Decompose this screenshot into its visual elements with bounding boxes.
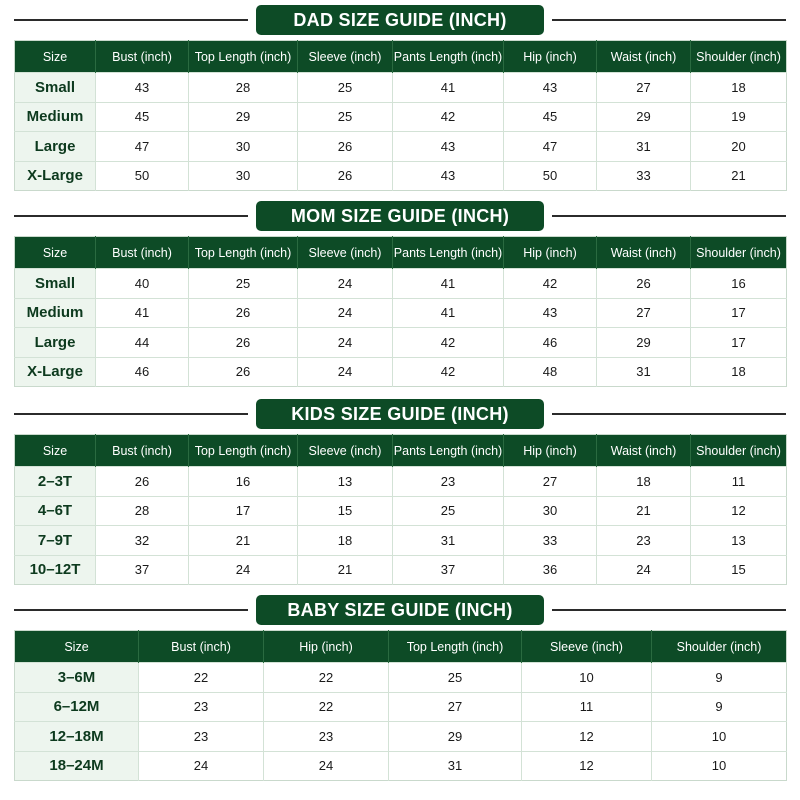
measurement-cell: 24 [298, 269, 393, 299]
table-row [15, 269, 787, 299]
mom-size-section [0, 200, 800, 381]
divider-line [552, 413, 786, 415]
column-header: Pants Length (inch) [393, 237, 504, 269]
column-header: Bust (inch) [96, 237, 189, 269]
measurement-cell: 36 [504, 555, 597, 585]
measurement-cell: 27 [389, 692, 522, 722]
table-row [15, 692, 787, 722]
measurement-cell: 48 [504, 357, 597, 387]
size-label: Large [15, 132, 96, 162]
measurement-cell: 41 [96, 298, 189, 328]
measurement-cell: 24 [298, 298, 393, 328]
size-label: 6–12M [15, 692, 139, 722]
measurement-cell: 42 [504, 269, 597, 299]
size-label: Small [15, 73, 96, 103]
measurement-cell: 11 [691, 467, 787, 497]
measurement-cell: 17 [691, 328, 787, 358]
column-header: Waist (inch) [597, 435, 691, 467]
table-header-row [15, 435, 787, 467]
table-row [15, 663, 787, 693]
baby-size-table [14, 630, 787, 781]
measurement-cell: 42 [393, 102, 504, 132]
mom-section-title: MOM SIZE GUIDE (INCH) [256, 201, 544, 231]
column-header: Sleeve (inch) [298, 41, 393, 73]
measurement-cell: 29 [389, 722, 522, 752]
measurement-cell: 28 [189, 73, 298, 103]
measurement-cell: 26 [189, 328, 298, 358]
measurement-cell: 29 [597, 102, 691, 132]
measurement-cell: 43 [393, 132, 504, 162]
column-header: Size [15, 435, 96, 467]
measurement-cell: 18 [298, 526, 393, 556]
measurement-cell: 26 [298, 132, 393, 162]
measurement-cell: 41 [393, 298, 504, 328]
size-label: X-Large [15, 161, 96, 191]
measurement-cell: 12 [522, 751, 652, 781]
table-row [15, 132, 787, 162]
measurement-cell: 27 [504, 467, 597, 497]
measurement-cell: 47 [96, 132, 189, 162]
size-label: 3–6M [15, 663, 139, 693]
measurement-cell: 41 [393, 269, 504, 299]
measurement-cell: 33 [504, 526, 597, 556]
measurement-cell: 37 [393, 555, 504, 585]
divider-line [552, 215, 786, 217]
table-row [15, 751, 787, 781]
measurement-cell: 20 [691, 132, 787, 162]
measurement-cell: 16 [189, 467, 298, 497]
measurement-cell: 16 [691, 269, 787, 299]
divider-line [552, 609, 786, 611]
measurement-cell: 26 [189, 357, 298, 387]
size-label: 12–18M [15, 722, 139, 752]
divider-line [14, 609, 248, 611]
column-header: Bust (inch) [96, 435, 189, 467]
size-label: Medium [15, 102, 96, 132]
measurement-cell: 31 [597, 132, 691, 162]
measurement-cell: 25 [298, 73, 393, 103]
measurement-cell: 13 [298, 467, 393, 497]
measurement-cell: 32 [96, 526, 189, 556]
measurement-cell: 43 [96, 73, 189, 103]
measurement-cell: 27 [597, 298, 691, 328]
column-header: Hip (inch) [504, 435, 597, 467]
measurement-cell: 11 [522, 692, 652, 722]
dad-section-title: DAD SIZE GUIDE (INCH) [256, 5, 544, 35]
measurement-cell: 22 [264, 692, 389, 722]
measurement-cell: 17 [189, 496, 298, 526]
measurement-cell: 25 [298, 102, 393, 132]
dad-section-header [0, 4, 800, 36]
divider-line [14, 19, 248, 21]
measurement-cell: 50 [504, 161, 597, 191]
baby-section-header [0, 594, 800, 626]
measurement-cell: 10 [652, 722, 787, 752]
measurement-cell: 18 [691, 357, 787, 387]
measurement-cell: 43 [504, 73, 597, 103]
table-row [15, 102, 787, 132]
divider-line [14, 413, 248, 415]
table-header-row [15, 237, 787, 269]
measurement-cell: 23 [597, 526, 691, 556]
column-header: Sleeve (inch) [298, 435, 393, 467]
measurement-cell: 13 [691, 526, 787, 556]
measurement-cell: 40 [96, 269, 189, 299]
measurement-cell: 24 [139, 751, 264, 781]
size-label: 7–9T [15, 526, 96, 556]
measurement-cell: 12 [691, 496, 787, 526]
measurement-cell: 43 [393, 161, 504, 191]
table-row [15, 722, 787, 752]
size-label: 10–12T [15, 555, 96, 585]
column-header: Size [15, 237, 96, 269]
table-row [15, 526, 787, 556]
size-label: 4–6T [15, 496, 96, 526]
measurement-cell: 30 [189, 161, 298, 191]
measurement-cell: 25 [389, 663, 522, 693]
measurement-cell: 37 [96, 555, 189, 585]
measurement-cell: 23 [139, 692, 264, 722]
column-header: Sleeve (inch) [298, 237, 393, 269]
measurement-cell: 21 [691, 161, 787, 191]
measurement-cell: 41 [393, 73, 504, 103]
measurement-cell: 15 [691, 555, 787, 585]
column-header: Hip (inch) [504, 41, 597, 73]
measurement-cell: 24 [264, 751, 389, 781]
baby-size-section [0, 594, 800, 775]
measurement-cell: 28 [96, 496, 189, 526]
table-header-row [15, 41, 787, 73]
measurement-cell: 25 [189, 269, 298, 299]
size-label: Medium [15, 298, 96, 328]
measurement-cell: 44 [96, 328, 189, 358]
measurement-cell: 31 [389, 751, 522, 781]
measurement-cell: 21 [597, 496, 691, 526]
measurement-cell: 30 [504, 496, 597, 526]
measurement-cell: 50 [96, 161, 189, 191]
measurement-cell: 24 [298, 328, 393, 358]
measurement-cell: 43 [504, 298, 597, 328]
measurement-cell: 23 [264, 722, 389, 752]
table-row [15, 555, 787, 585]
column-header: Hip (inch) [264, 631, 389, 663]
measurement-cell: 26 [189, 298, 298, 328]
measurement-cell: 45 [96, 102, 189, 132]
column-header: Waist (inch) [597, 237, 691, 269]
column-header: Bust (inch) [139, 631, 264, 663]
measurement-cell: 24 [298, 357, 393, 387]
measurement-cell: 33 [597, 161, 691, 191]
measurement-cell: 23 [139, 722, 264, 752]
column-header: Bust (inch) [96, 41, 189, 73]
measurement-cell: 22 [264, 663, 389, 693]
measurement-cell: 31 [393, 526, 504, 556]
column-header: Top Length (inch) [189, 41, 298, 73]
baby-section-title: BABY SIZE GUIDE (INCH) [256, 595, 544, 625]
size-label: Small [15, 269, 96, 299]
column-header: Shoulder (inch) [691, 435, 787, 467]
measurement-cell: 9 [652, 692, 787, 722]
measurement-cell: 26 [298, 161, 393, 191]
mom-section-header [0, 200, 800, 232]
measurement-cell: 30 [189, 132, 298, 162]
measurement-cell: 29 [189, 102, 298, 132]
measurement-cell: 18 [597, 467, 691, 497]
divider-line [552, 19, 786, 21]
column-header: Waist (inch) [597, 41, 691, 73]
column-header: Pants Length (inch) [393, 41, 504, 73]
size-label: 18–24M [15, 751, 139, 781]
measurement-cell: 12 [522, 722, 652, 752]
measurement-cell: 31 [597, 357, 691, 387]
table-row [15, 357, 787, 387]
kids-size-table [14, 434, 787, 585]
column-header: Top Length (inch) [189, 435, 298, 467]
column-header: Pants Length (inch) [393, 435, 504, 467]
measurement-cell: 47 [504, 132, 597, 162]
measurement-cell: 24 [597, 555, 691, 585]
measurement-cell: 29 [597, 328, 691, 358]
kids-size-section [0, 398, 800, 579]
table-row [15, 328, 787, 358]
size-label: X-Large [15, 357, 96, 387]
column-header: Shoulder (inch) [691, 237, 787, 269]
measurement-cell: 21 [189, 526, 298, 556]
measurement-cell: 24 [189, 555, 298, 585]
column-header: Top Length (inch) [189, 237, 298, 269]
kids-section-title: KIDS SIZE GUIDE (INCH) [256, 399, 544, 429]
column-header: Size [15, 631, 139, 663]
column-header: Sleeve (inch) [522, 631, 652, 663]
divider-line [14, 215, 248, 217]
measurement-cell: 19 [691, 102, 787, 132]
measurement-cell: 9 [652, 663, 787, 693]
table-row [15, 496, 787, 526]
size-label: Large [15, 328, 96, 358]
measurement-cell: 26 [597, 269, 691, 299]
measurement-cell: 17 [691, 298, 787, 328]
measurement-cell: 10 [652, 751, 787, 781]
column-header: Shoulder (inch) [652, 631, 787, 663]
measurement-cell: 42 [393, 357, 504, 387]
measurement-cell: 23 [393, 467, 504, 497]
column-header: Size [15, 41, 96, 73]
measurement-cell: 27 [597, 73, 691, 103]
measurement-cell: 10 [522, 663, 652, 693]
column-header: Top Length (inch) [389, 631, 522, 663]
measurement-cell: 18 [691, 73, 787, 103]
mom-size-table [14, 236, 787, 387]
measurement-cell: 46 [96, 357, 189, 387]
table-row [15, 73, 787, 103]
column-header: Hip (inch) [504, 237, 597, 269]
kids-section-header [0, 398, 800, 430]
table-row [15, 298, 787, 328]
dad-size-section [0, 4, 800, 185]
measurement-cell: 21 [298, 555, 393, 585]
measurement-cell: 22 [139, 663, 264, 693]
measurement-cell: 15 [298, 496, 393, 526]
table-row [15, 467, 787, 497]
measurement-cell: 46 [504, 328, 597, 358]
measurement-cell: 45 [504, 102, 597, 132]
measurement-cell: 42 [393, 328, 504, 358]
size-label: 2–3T [15, 467, 96, 497]
measurement-cell: 26 [96, 467, 189, 497]
column-header: Shoulder (inch) [691, 41, 787, 73]
table-header-row [15, 631, 787, 663]
dad-size-table [14, 40, 787, 191]
table-row [15, 161, 787, 191]
measurement-cell: 25 [393, 496, 504, 526]
